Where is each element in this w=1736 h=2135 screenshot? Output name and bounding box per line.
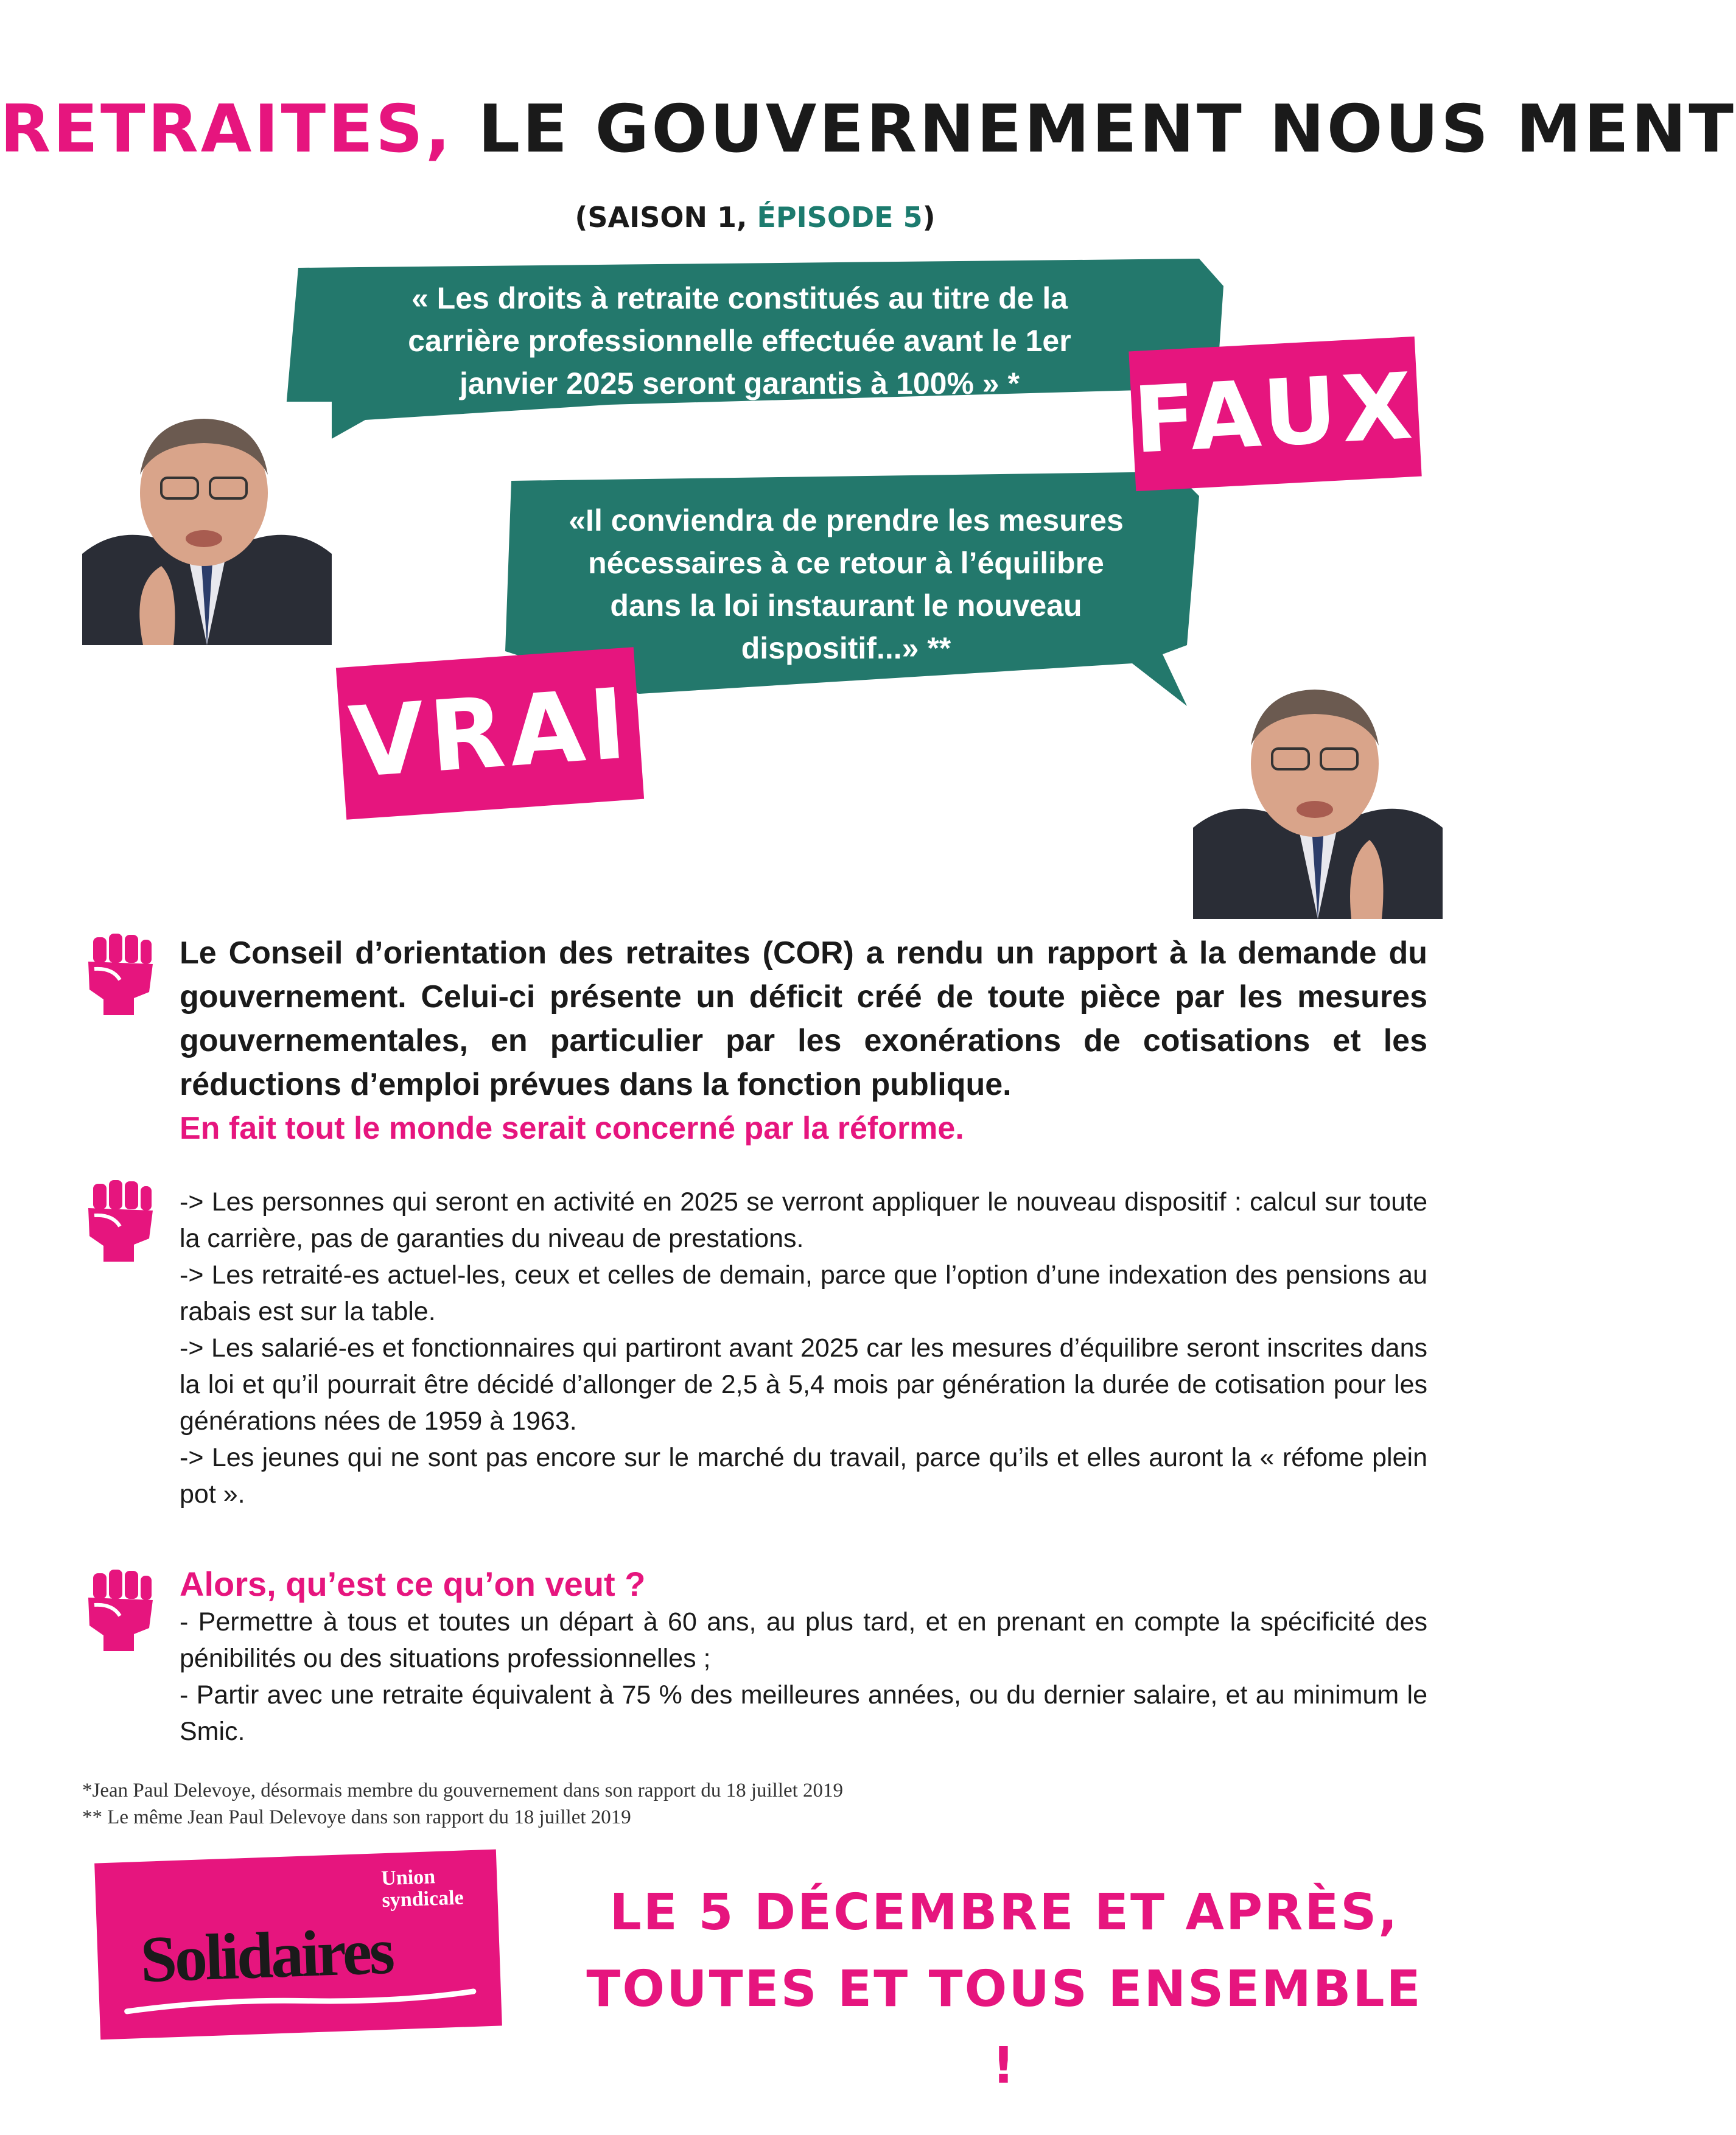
- list-item: -> Les retraité-es actuel-les, ceux et celles de demain, parce que l’option d’une indexation des pensions au rabais est sur la table.: [180, 1260, 1427, 1326]
- quote-1-line-2: carrière professionnelle effectuée avant le 1er: [408, 324, 1071, 358]
- subtitle-close: ): [922, 201, 936, 234]
- title-pink: RETRAITES,: [0, 91, 453, 167]
- raised-fist-icon: [82, 931, 155, 1016]
- footnotes: [82, 1777, 1300, 1831]
- quote-1-line-1: « Les droits à retraite constitués au titre de la: [411, 281, 1068, 315]
- cor-report-highlight: En fait tout le monde serait concerné par la réforme.: [180, 1111, 964, 1146]
- demands-list: [180, 1604, 1427, 1750]
- slogan-line-1: LE 5 DÉCEMBRE ET APRÈS,: [609, 1884, 1399, 1941]
- quote-2: [511, 499, 1181, 669]
- subtitle-episode: ÉPISODE 5: [757, 201, 923, 234]
- speaker-portrait-2: [1193, 663, 1443, 919]
- logo-union: Union: [380, 1865, 436, 1890]
- concerned-people-list: [180, 1184, 1427, 1512]
- quote-2-line-1: «Il conviendra de prendre les mesures: [569, 503, 1124, 537]
- cor-report-paragraph: [180, 931, 1427, 1150]
- list-item: -> Les salarié-es et fonctionnaires qui partiront avant 2025 car les mesures d’équilibre seront inscrites dans la loi et qu’il pourrait être décidé d’allonger de 2,5 à 5,4 mois par génération la durée de cotisation pour les générations nées de 1959 à 1963.: [180, 1333, 1427, 1436]
- verdict-vrai-stamp: VRAI: [336, 647, 644, 820]
- quote-2-line-2: nécessaires à ce retour à l’équilibre: [588, 546, 1104, 580]
- slogan-line-2: TOUTES ET TOUS ENSEMBLE !: [586, 1960, 1423, 2095]
- logo-union-text: [381, 1864, 492, 1912]
- verdict-faux-stamp: FAUX: [1129, 337, 1421, 491]
- raised-fist-icon: [82, 1567, 155, 1652]
- logo-syndicale: syndicale: [381, 1886, 464, 1912]
- quote-2-line-4: dispositif...» **: [741, 631, 951, 665]
- footnote-2: ** Le même Jean Paul Delevoye dans son rapport du 18 juillet 2019: [82, 1806, 631, 1828]
- quote-2-line-3: dans la loi instaurant le nouveau: [610, 589, 1082, 623]
- list-item: - Permettre à tous et toutes un départ à 60 ans, au plus tard, et en prenant en compte la spécificité des pénibilités ou des situations professionnelles ;: [180, 1607, 1427, 1673]
- logo-name: Solidaires: [139, 1915, 394, 1997]
- cor-report-text: Le Conseil d’orientation des retraites (COR) a rendu un rapport à la demande du gouvernement. Celui-ci présente un déficit créé de toute pièce par les mesures gouvernementales, en particulier par les exonérations de cotisations et les réductions d’emploi prévues dans la fonction publique.: [180, 935, 1427, 1102]
- list-item: - Partir avec une retraite équivalent à 75 % des meilleures années, ou du dernier salaire, et au minimum le Smic.: [180, 1680, 1427, 1746]
- list-item: -> Les personnes qui seront en activité en 2025 se verront appliquer le nouveau dispositif : calcul sur toute la carrière, pas de garanties du niveau de prestations.: [180, 1187, 1427, 1253]
- closing-slogan: [584, 1875, 1424, 2105]
- list-item: -> Les jeunes qui ne sont pas encore sur le marché du travail, parce qu’ils et elles auront la « réfome plein pot ».: [180, 1443, 1427, 1509]
- speaker-portrait-1: [82, 402, 332, 645]
- solidaires-logo: [94, 1850, 502, 2040]
- quote-1: [286, 277, 1193, 405]
- title-dark: LE GOUVERNEMENT NOUS MENT: [478, 91, 1736, 167]
- quote-1-line-3: janvier 2025 seront garantis à 100% » *: [460, 366, 1020, 400]
- demands-heading: Alors, qu’est ce qu’on veut ?: [180, 1565, 646, 1603]
- footnote-1: *Jean Paul Delevoye, désormais membre du gouvernement dans son rapport du 18 juillet 2019: [82, 1780, 844, 1801]
- raised-fist-icon: [82, 1178, 155, 1263]
- subtitle-open: (SAISON 1,: [575, 201, 747, 234]
